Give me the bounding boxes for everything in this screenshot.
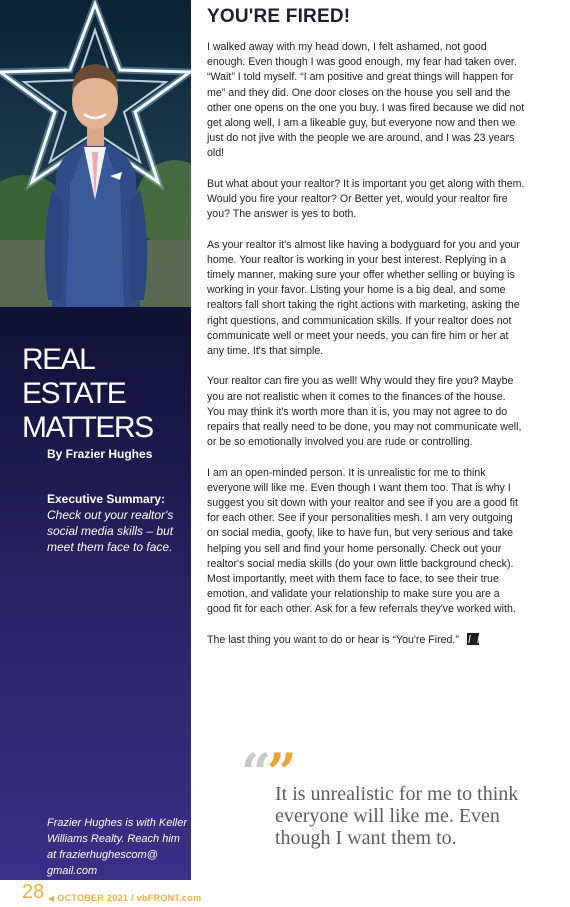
pull-quote: It is unrealistic for me to think everyone will like me. Even though I want them to. — [275, 783, 519, 849]
article-paragraph: Your realtor can fire you as well! Why would they fire you? Maybe you are not realistic when it comes to the finances of the house. You may think it's worth more than it is, you may not agree to do repairs that really need to be done, you may not communicate well, or be so emotionally involved you are rude or controlling. — [207, 375, 522, 449]
executive-summary-heading: Executive Summary: — [47, 492, 166, 506]
executive-summary-text: Check out your realtor's social media skills – but meet them face to face. — [47, 508, 174, 554]
executive-summary — [47, 491, 182, 555]
vbfront-end-mark-icon — [467, 633, 479, 645]
article-body — [207, 40, 525, 663]
footer-publication-text: OCTOBER 2021 / vbFRONT.com — [57, 893, 202, 903]
author-photo-illustration — [0, 0, 191, 307]
article-paragraph: As your realtor it's almost like having a bodyguard for you and your home. Your realtor is working in your best interest. Replying in a timely manner, making sure your offer whether selling or buying is working in your favor. Listing your home is a big deal, and some realtors fall short taking the right actions with marketing, asking the right questions, and communication skills. If your realtor does not communicate well or meet your needs, you can fire him or her at any time. It's that simple. — [207, 238, 520, 358]
author-photo — [0, 0, 191, 307]
article-paragraph: I walked away with my head down, I felt ashamed, not good enough. Even though I was good enough, my fear had taken over. “Wait” I told myself. “I am positive and great things will happen for me” and they did. One door closes on the house you sell and the other one opens on the one you buy. I was fired because we did not get along well, I am a likeable guy, but everyone now and then we just do not jive with the people we are around, and I was 23 years old! — [207, 41, 525, 160]
article-closing-line — [207, 633, 525, 648]
quote-marks-icon: “” — [241, 743, 297, 804]
author-byline: By Frazier Hughes — [47, 447, 153, 461]
article-paragraph: But what about your realtor? It is important you get along with them. Would you fire your realtor? Or Better yet, would your realtor fire you? The answer is yes to both. — [207, 177, 525, 221]
page-number: 28 — [22, 881, 45, 903]
left-triangle-icon: ◀ — [48, 894, 55, 903]
article-title: YOU'RE FIRED! — [207, 6, 351, 27]
article-paragraph: I am an open-minded person. It is unrealistic for me to think everyone will like me. Even though I want them too. That is why I suggest you sit down with your realtor and see if you are a good fit for each other. See if your personalities mesh. I am very outgoing on social media, goofy, like to have fun, but very serious and take helping you sell and find your home personally. Check out your realtor's social media skills (do your own little background check). Most importantly, meet with them face to face, to see their true emotion, and validate your relationship to make sure you are a good fit for each other. Ask for a few referrals they've worked with. — [207, 466, 518, 616]
column-title: REAL ESTATE MATTERS — [22, 343, 153, 444]
article-paragraph-last: The last thing you want to do or hear is “You're Fired.” — [207, 633, 459, 646]
footer-publication — [48, 893, 201, 903]
author-bio: Frazier Hughes is with Keller Williams Realty. Reach him at frazierhughescom@ gmail.com — [47, 817, 187, 877]
sidebar — [0, 0, 191, 880]
